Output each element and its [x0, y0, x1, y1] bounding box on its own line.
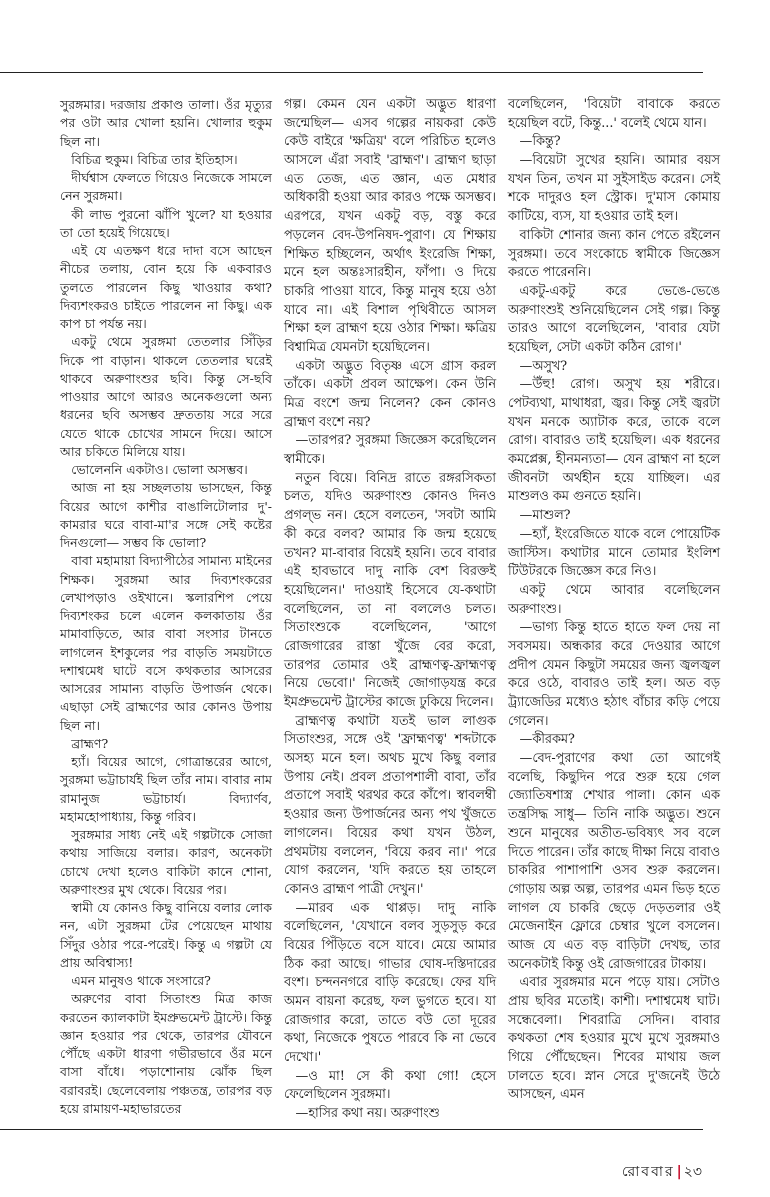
- paragraph: —কিন্তু?: [519, 134, 561, 150]
- paragraph: হ্যাঁ। বিয়ের আগে, গোত্রান্তরের আগে, সুরঙ্গমা ভট্টাচার্যই ছিল তাঁর নাম। বাবার নাম রামানুজ ভট্টাচার্য। বিদ্যার্ণব, মহামহোপাধ্যায়, কিন্তু গরিব।: [60, 754, 272, 824]
- paragraph: এই যে এতক্ষণ ধরে দাদা বসে আছেন নীচের তলায়, বোন হয়ে কি একবারও তুলতে পারলেন কিছু খাওয়ার কথা? দিব্যশংকরও চাইতে পারলেন না কিছু। এক কাপ চা পর্যন্ত নয়।: [60, 243, 272, 331]
- paragraph: এমন মানুষও থাকে সংসারে?: [71, 973, 211, 988]
- text-column-2: [284, 96, 496, 1124]
- paragraph: নতুন বিয়ে। বিনিদ্র রাতে রঙ্গরসিকতা চলত, যদিও অরুণাংশু কোনও দিনও প্রগল্ভ নন। হেসে বলতেন, 'সবটা আমি কী করে বলব? আমার কি জন্ম হয়েছে তখন? মা-বাবার বিয়েই হয়নি। তবে বাবার এই হাবভাবে দাদু নাকি বেশ বিরক্তই হয়েছিলেন।' দাওয়াই হিসেবে যে-কথাটা বলেছিলেন, তা না বললেও চলত। সিতাংশুকে বলেছিলেন, 'আগে রোজগারের রাস্তা খুঁজে বের করো, তারপর তোমার ওই ব্রাহ্মণত্ব-ফ্রাহ্মণত্ব নিয়ে ভেবো।' নিজেই জোগাড়যন্ত্র করে ইমপ্রুভমেন্ট ট্রাস্টের কাজে ঢুকিয়ে দিলেন।: [284, 470, 496, 710]
- footer-separator: |: [676, 1164, 682, 1180]
- paragraph: একটু থেমে সুরঙ্গমা তেতলার সিঁড়ির দিকে পা বাড়ান। থাকলে তেতলার ঘরেই থাকবে অরুণাংশুর ছবি। কিন্তু সে-ছবি পাওয়ার আগে আরও অনেকগুলো অন্য ধরনের ছবি অসম্ভব দ্রুততায় সরে সরে যেতে থাকে চোখের সামনে দিয়ে। আসে আর চকিতে মিলিয়ে যায়।: [60, 334, 272, 459]
- paragraph: —ভাগ্য কিন্তু হাতে হাতে ফল দেয় না সবসময়। অন্ধকার করে দেওয়ার আগে প্রদীপ যেমন কিছুটা সময়ের জন্য জ্বলজ্বল করে ওঠে, বাবারও তাই হল। অত বড় ট্র্যাজেডির মধ্যেও হঠাৎ বাঁচার কড়ি পেয়ে গেলেন।: [508, 620, 720, 729]
- paragraph: —ও মা! সে কী কথা গো! হেসে ফেলেছিলেন সুরঙ্গমা।: [284, 1068, 496, 1103]
- paragraph: বাবা মহামায়া বিদ্যাপীঠের সামান্য মাইনের শিক্ষক। সুরঙ্গমা আর দিব্যশংকরের লেখাপড়াও ওইখানে। স্কলারশিপ পেয়ে দিব্যশংকর চলে এলেন কলকাতায় ওঁর মামাবাড়িতে, আর বাবা সংসার টানতে লাগলেন ইশকুলের পর বাড়তি সময়টাতে দশাশ্বমেধ ঘাটে বসে কথকতার আসরের আসরের সামান্য বাড়তি উপার্জন থেকে। এছাড়া সেই ব্রাহ্মণের আর কোনও উপায় ছিল না।: [60, 553, 272, 733]
- paragraph: দীর্ঘশ্বাস ফেলতে গিয়েও নিজেকে সামলে নেন সুরঙ্গমা।: [60, 170, 272, 204]
- paragraph: সুরঙ্গমার। দরজায় প্রকাণ্ড তালা। ওঁর মৃত্যুর পর ওটা আর খোলা হয়নি। খোলার হুকুম ছিল না।: [60, 97, 272, 149]
- paragraph: অরুণের বাবা সিতাংশু মিত্র কাজ করতেন ক্যালকাটা ইমপ্রুভমেন্ট ট্রাস্টে। কিন্তু জ্ঞান হওয়ার পর থেকে, তারপর যৌবনে পৌঁছে একটা ধারণা গভীরভাবে ওঁর মনে বাসা বাঁধে। পড়াশোনায় ঝোঁক ছিল বরাবরই। ছেলেবেলায় পঞ্চতন্ত্র, তারপর বড় হয়ে রামায়ণ-মহাভারতের: [60, 991, 272, 1116]
- paragraph: —তারপর? সুরঙ্গমা জিজ্ঞেস করেছিলেন স্বামীকে।: [284, 433, 496, 468]
- paragraph: —হাসির কথা নয়। অরুণাংশু: [295, 1106, 440, 1122]
- bottom-rule: [0, 1129, 703, 1130]
- page-number: ২৩: [683, 1164, 702, 1180]
- paragraph: —উঁহু! রোগ। অসুখ হয় শরীরে। পেটব্যথা, মাথাধরা, জ্বর। কিন্তু সেই জ্বরটা যখন মনকে অ্যাটাক করে, তাকে বলে রোগ। বাবারও তাই হয়েছিল। এক ধরনের কমপ্লেক্স, হীনমন্যতা— যেন ব্রাহ্মণ না হলে জীবনটা অর্থহীন হয়ে যাচ্ছিল। এর মাশুলও কম গুনতে হয়নি।: [508, 377, 720, 505]
- top-rule: [0, 72, 703, 73]
- paragraph: বিচিত্র হুকুম। বিচিত্র তার ইতিহাস।: [71, 151, 238, 167]
- paragraph: বাকিটা শোনার জন্য কান পেতে রইলেন সুরঙ্গমা। তবে সংকোচে স্বামীকে জিজ্ঞেস করতে পারেননি।: [508, 227, 720, 281]
- paragraph: বলেছিলেন, 'বিয়েটা বাবাকে করতে হয়েছিল বটে, কিন্তু...' বলেই থেমে যান।: [508, 97, 720, 131]
- magazine-name: রোববার: [621, 1164, 675, 1180]
- paragraph: —অসুখ?: [519, 358, 568, 374]
- paragraph: আজ না হয় সচ্ছলতায় ভাসছেন, কিন্তু বিয়ের আগে কাশীর বাঙালিটোলার দু'-কামরার ঘরে বাবা-মা'র সঙ্গে সেই কষ্টের দিনগুলো— সম্ভব কি ভোলা?: [60, 480, 272, 550]
- paragraph: স্বামী যে কোনও কিছু বানিয়ে বলার লোক নন, এটা সুরঙ্গমা টের পেয়েছেন মাথায় সিঁদুর ওঠার পরে-পরেই। কিন্তু এ গল্পটা যে প্রায় অবিশ্বাস্য!: [60, 900, 272, 970]
- paragraph: একটু-একটু করে ভেঙে-ভেঙে অরুণাংশুই শুনিয়েছিলেন সেই গল্প। কিন্তু তারও আগে বলেছিলেন, 'বাবার যেটা হয়েছিল, সেটা একটা কঠিন রোগ।': [508, 283, 720, 355]
- text-column-3: [508, 96, 720, 1105]
- paragraph: ব্রাহ্মণ?: [71, 735, 109, 751]
- paragraph: সুরঙ্গমার সাধ্য নেই এই গল্পটাকে সোজা কথায় সাজিয়ে বলার। কারণ, অনেকটা চোখে দেখা হলেও বাকিটা কানে শোনা, অরুণাংশুর মুখ থেকে। বিয়ের পর।: [60, 827, 272, 897]
- text-column-1: [60, 96, 272, 1118]
- paragraph: —হ্যাঁ, ইংরেজিতে যাকে বলে পোয়েটিক জাস্টিস। কথাটার মানে তোমার ইংলিশ টিউটরকে জিজ্ঞেস করে নিও।: [508, 526, 720, 580]
- paragraph: কী লাভ পুরনো ঝাঁপি খুলে? যা হওয়ার তা তো হয়েই গিয়েছে।: [60, 206, 272, 240]
- paragraph: এবার সুরঙ্গমার মনে পড়ে যায়। সেটাও প্রায় ছবির মতোই। কাশী। দশাশ্বমেধ ঘাট। সন্ধেবেলা। শিবরাত্রি সেদিন। বাবার কথকতা শেষ হওয়ার মুখে মুখে সুরঙ্গমাও গিয়ে পৌঁছেছেন। শিবের মাথায় জল ঢালতে হবে। স্নান সেরে দু'জনেই উঠে আসছেন, এমন: [508, 975, 720, 1103]
- paragraph: —বেদ-পুরাণের কথা তো আগেই বলেছি, কিছুদিন পরে শুরু হয়ে গেল জ্যোতিষশাস্ত্র শেখার পালা। কোন এক তন্ত্রসিদ্ধ সাধু— তিনি নাকি অদ্ভুত। শুনে শুনে মানুষের অতীত-ভবিষ্যৎ সব বলে দিতে পারেন। তাঁর কাছে দীক্ষা নিয়ে বাবাও চাকরির পাশাপাশি ওসব শুরু করলেন। গোড়ায় অল্প অল্প, তারপর এমন ভিড় হতে লাগল যে চাকরি ছেড়ে দেড়তলার ওই মেজেনাইন ফ্লোরে চেম্বার খুলে বসলেন। আজ যে এত বড় বাড়িটা দেখছ, তার অনেকটাই কিন্তু ওই রোজগারের টাকায়।: [508, 751, 720, 972]
- paragraph: ভোলেননি একটাও। ভোলা অসম্ভব।: [71, 462, 248, 477]
- paragraph: —মারব এক থাপ্পড়। দাদু নাকি বলেছিলেন, 'যেখানে বলব সুড়সুড় করে বিয়ের পিঁড়িতে বসে যাবে। মেয়ে আমার ঠিক করা আছে। গাভার ঘোষ-দস্তিদারের বংশ। চন্দননগরে বাড়ি করেছে। ফের যদি অমন বায়না করেছ, ফল ভুগতে হবে। যা রোজগার করো, তাতে বউ তো দূরের কথা, নিজেকে পুষতে পারবে কি না ভেবে দেখো।': [284, 900, 496, 1066]
- paragraph: গল্প। কেমন যেন একটা অদ্ভুত ধারণা জন্মেছিল— এসব গল্পের নায়করা কেউ কেউ বাইরে 'ক্ষত্রিয়' বলে পরিচিত হলেও আসলে এঁরা সবাই 'ব্রাহ্মণ'। ব্রাহ্মণ ছাড়া এত তেজ, এত জ্ঞান, এত মেধার অধিকারী হওয়া আর কারও পক্ষে অসম্ভব। এরপরে, যখন একটু বড়, বস্তু করে পড়লেন বেদ-উপনিষদ-পুরাণ। যে শিক্ষায় শিক্ষিত হচ্ছিলেন, অর্থাৎ ইংরেজি শিক্ষা, মনে হল অন্তঃসারহীন, ফাঁপা। ও দিয়ে চাকরি পাওয়া যাবে, কিন্তু মানুষ হয়ে ওঠা যাবে না। এই বিশাল পৃথিবীতে আসল শিক্ষা হল ব্রাহ্মণ হয়ে ওঠার শিক্ষা। ক্ষত্রিয় বিশ্বামিত্র যেমনটা হয়েছিলেন।: [284, 97, 496, 355]
- paragraph: —বিয়েটা সুখের হয়নি। আমার বয়স যখন তিন, তখন মা সুইসাইড করেন। সেই শকে দাদুরও হল স্ট্রোক। দু'মাস কোমায় কাটিয়ে, ব্যস, যা হওয়ার তাই হল।: [508, 153, 720, 225]
- page-footer: [622, 1160, 702, 1184]
- paragraph: ব্রাহ্মণত্ব কথাটা যতই ভাল লাগুক সিতাংশুর, সঙ্গে ওই 'ফ্রাহ্মণত্ব' শব্দটাকে অসহ্য মনে হল। অথচ মুখে কিছু বলার উপায় নেই। প্রবল প্রতাপশালী বাবা, তাঁর প্রতাপে সবাই থরথর করে কাঁপে। স্বাবলম্বী হওয়ার জন্য উপার্জনের অন্য পথ খুঁজতে লাগলেন। বিয়ের কথা যখন উঠল, প্রথমটায় বললেন, 'বিয়ে করব না।' পরে যোগ করলেন, 'যদি করতে হয় তাহলে কোনও ব্রাহ্মণ পাত্রী দেখুন।': [284, 713, 496, 897]
- paragraph: —কীরকম?: [519, 732, 575, 748]
- paragraph: একটা অদ্ভুত বিতৃষ্ণ এসে গ্রাস করল তাঁকে। একটা প্রবল আক্ষেপ। কেন উনি মিত্র বংশে জন্ম নিলেন? কেন কোনও ব্রাহ্মণ বংশে নয়?: [284, 358, 496, 430]
- paragraph: একটু থেমে আবার বলেছিলেন অরুণাংশু।: [508, 582, 720, 617]
- paragraph: —মাশুল?: [519, 508, 571, 524]
